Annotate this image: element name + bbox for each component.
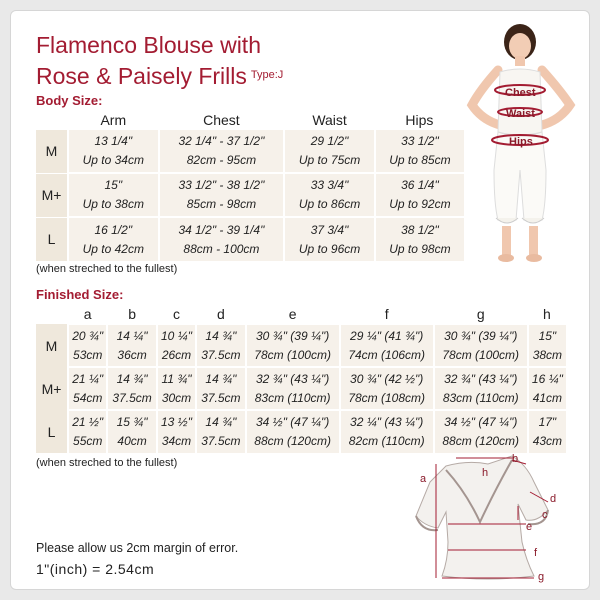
finished-size-table	[36, 305, 566, 453]
table-row	[36, 129, 464, 173]
blouse-diagram	[408, 452, 568, 587]
table-cell: 14 ¾" 37.5cm	[107, 367, 156, 410]
hips-label: Hips	[509, 136, 533, 148]
finished-size-header-row	[36, 305, 566, 324]
table-row	[36, 173, 464, 217]
size-label: M+	[36, 367, 68, 410]
col-h: h	[528, 305, 566, 324]
size-label: M	[36, 129, 68, 173]
table-cell: 32 ¾" (43 ¼") 83cm (110cm)	[434, 367, 528, 410]
table-row	[36, 324, 566, 367]
size-label: L	[36, 217, 68, 261]
table-cell: 14 ¼" 36cm	[107, 324, 156, 367]
title-line-2-text: Rose & Paisely Frills	[36, 63, 247, 89]
col-a: a	[68, 305, 107, 324]
size-label: M	[36, 324, 68, 367]
table-cell: 34 ½" (47 ¼") 88cm (120cm)	[434, 410, 528, 453]
col-chest: Chest	[159, 111, 285, 129]
table-cell: 32 ¾" (43 ¼") 83cm (110cm)	[246, 367, 340, 410]
table-cell: 29 1/2" Up to 75cm	[284, 129, 375, 173]
col-waist: Waist	[284, 111, 375, 129]
col-b: b	[107, 305, 156, 324]
body-size-header-row	[36, 111, 464, 129]
col-e: e	[246, 305, 340, 324]
table-cell: 14 ¾" 37.5cm	[196, 410, 245, 453]
table-cell: 20 ¾" 53cm	[68, 324, 107, 367]
finished-size-heading: Finished Size:	[36, 287, 124, 302]
body-size-note: (when streched to the fullest)	[36, 263, 178, 275]
table-cell: 36 1/4" Up to 92cm	[375, 173, 464, 217]
col-d: d	[196, 305, 245, 324]
table-cell: 30 ¾" (39 ¼") 78cm (100cm)	[434, 324, 528, 367]
table-cell: 14 ¾" 37.5cm	[196, 324, 245, 367]
table-cell: 38 1/2" Up to 98cm	[375, 217, 464, 261]
table-cell: 14 ¾" 37.5cm	[196, 367, 245, 410]
table-row	[36, 217, 464, 261]
table-cell: 32 ¼" (43 ¼") 82cm (110cm)	[340, 410, 434, 453]
body-size-table	[36, 111, 464, 261]
table-cell: 34 1/2" - 39 1/4" 88cm - 100cm	[159, 217, 285, 261]
table-cell: 29 ¼" (41 ¾") 74cm (106cm)	[340, 324, 434, 367]
table-cell: 32 1/4" - 37 1/2" 82cm - 95cm	[159, 129, 285, 173]
title-line-1: Flamenco Blouse with	[36, 32, 261, 58]
table-cell: 21 ½" 55cm	[68, 410, 107, 453]
table-cell: 30 ¾" (39 ¼") 78cm (100cm)	[246, 324, 340, 367]
header-blank	[36, 305, 68, 324]
chest-label: Chest	[505, 87, 536, 99]
header-blank	[36, 111, 68, 129]
col-c: c	[157, 305, 196, 324]
table-cell: 10 ¼" 26cm	[157, 324, 196, 367]
diagram-label-e: e	[526, 521, 533, 533]
table-row	[36, 367, 566, 410]
table-cell: 37 3/4" Up to 96cm	[284, 217, 375, 261]
table-cell: 13 ½" 34cm	[157, 410, 196, 453]
finished-size-note: (when streched to the fullest)	[36, 457, 178, 469]
diagram-label-g: g	[538, 571, 545, 583]
table-cell: 33 1/2" - 38 1/2" 85cm - 98cm	[159, 173, 285, 217]
table-cell: 15" 38cm	[528, 324, 566, 367]
diagram-label-f: f	[534, 547, 538, 559]
col-f: f	[340, 305, 434, 324]
table-cell: 16 1/2" Up to 42cm	[68, 217, 159, 261]
table-cell: 15 ¾" 40cm	[107, 410, 156, 453]
product-title	[36, 30, 283, 91]
col-hips: Hips	[375, 111, 464, 129]
table-cell: 11 ¾" 30cm	[157, 367, 196, 410]
table-cell: 15" Up to 38cm	[68, 173, 159, 217]
waist-label: Waist	[506, 108, 535, 120]
diagram-label-d: d	[550, 493, 557, 505]
table-cell: 13 1/4" Up to 34cm	[68, 129, 159, 173]
diagram-label-b: b	[512, 453, 519, 465]
table-cell: 33 3/4" Up to 86cm	[284, 173, 375, 217]
margin-of-error-note: Please allow us 2cm margin of error.	[36, 541, 239, 555]
col-g: g	[434, 305, 528, 324]
model-figure	[462, 20, 582, 265]
type-label: Type:J	[250, 69, 284, 81]
body-size-heading: Body Size:	[36, 93, 103, 108]
table-cell: 33 1/2" Up to 85cm	[375, 129, 464, 173]
size-label: M+	[36, 173, 68, 217]
table-cell: 34 ½" (47 ¼") 88cm (120cm)	[246, 410, 340, 453]
col-arm: Arm	[68, 111, 159, 129]
title-line-2	[36, 60, 283, 91]
diagram-label-a: a	[420, 473, 427, 485]
table-row	[36, 410, 566, 453]
table-cell: 30 ¾" (42 ½") 78cm (108cm)	[340, 367, 434, 410]
table-cell: 16 ¼" 41cm	[528, 367, 566, 410]
diagram-label-c: c	[542, 509, 548, 521]
diagram-label-h: h	[482, 467, 489, 479]
inch-conversion-note: 1"(inch) = 2.54cm	[36, 561, 155, 577]
table-cell: 17" 43cm	[528, 410, 566, 453]
table-cell: 21 ¼" 54cm	[68, 367, 107, 410]
size-label: L	[36, 410, 68, 453]
